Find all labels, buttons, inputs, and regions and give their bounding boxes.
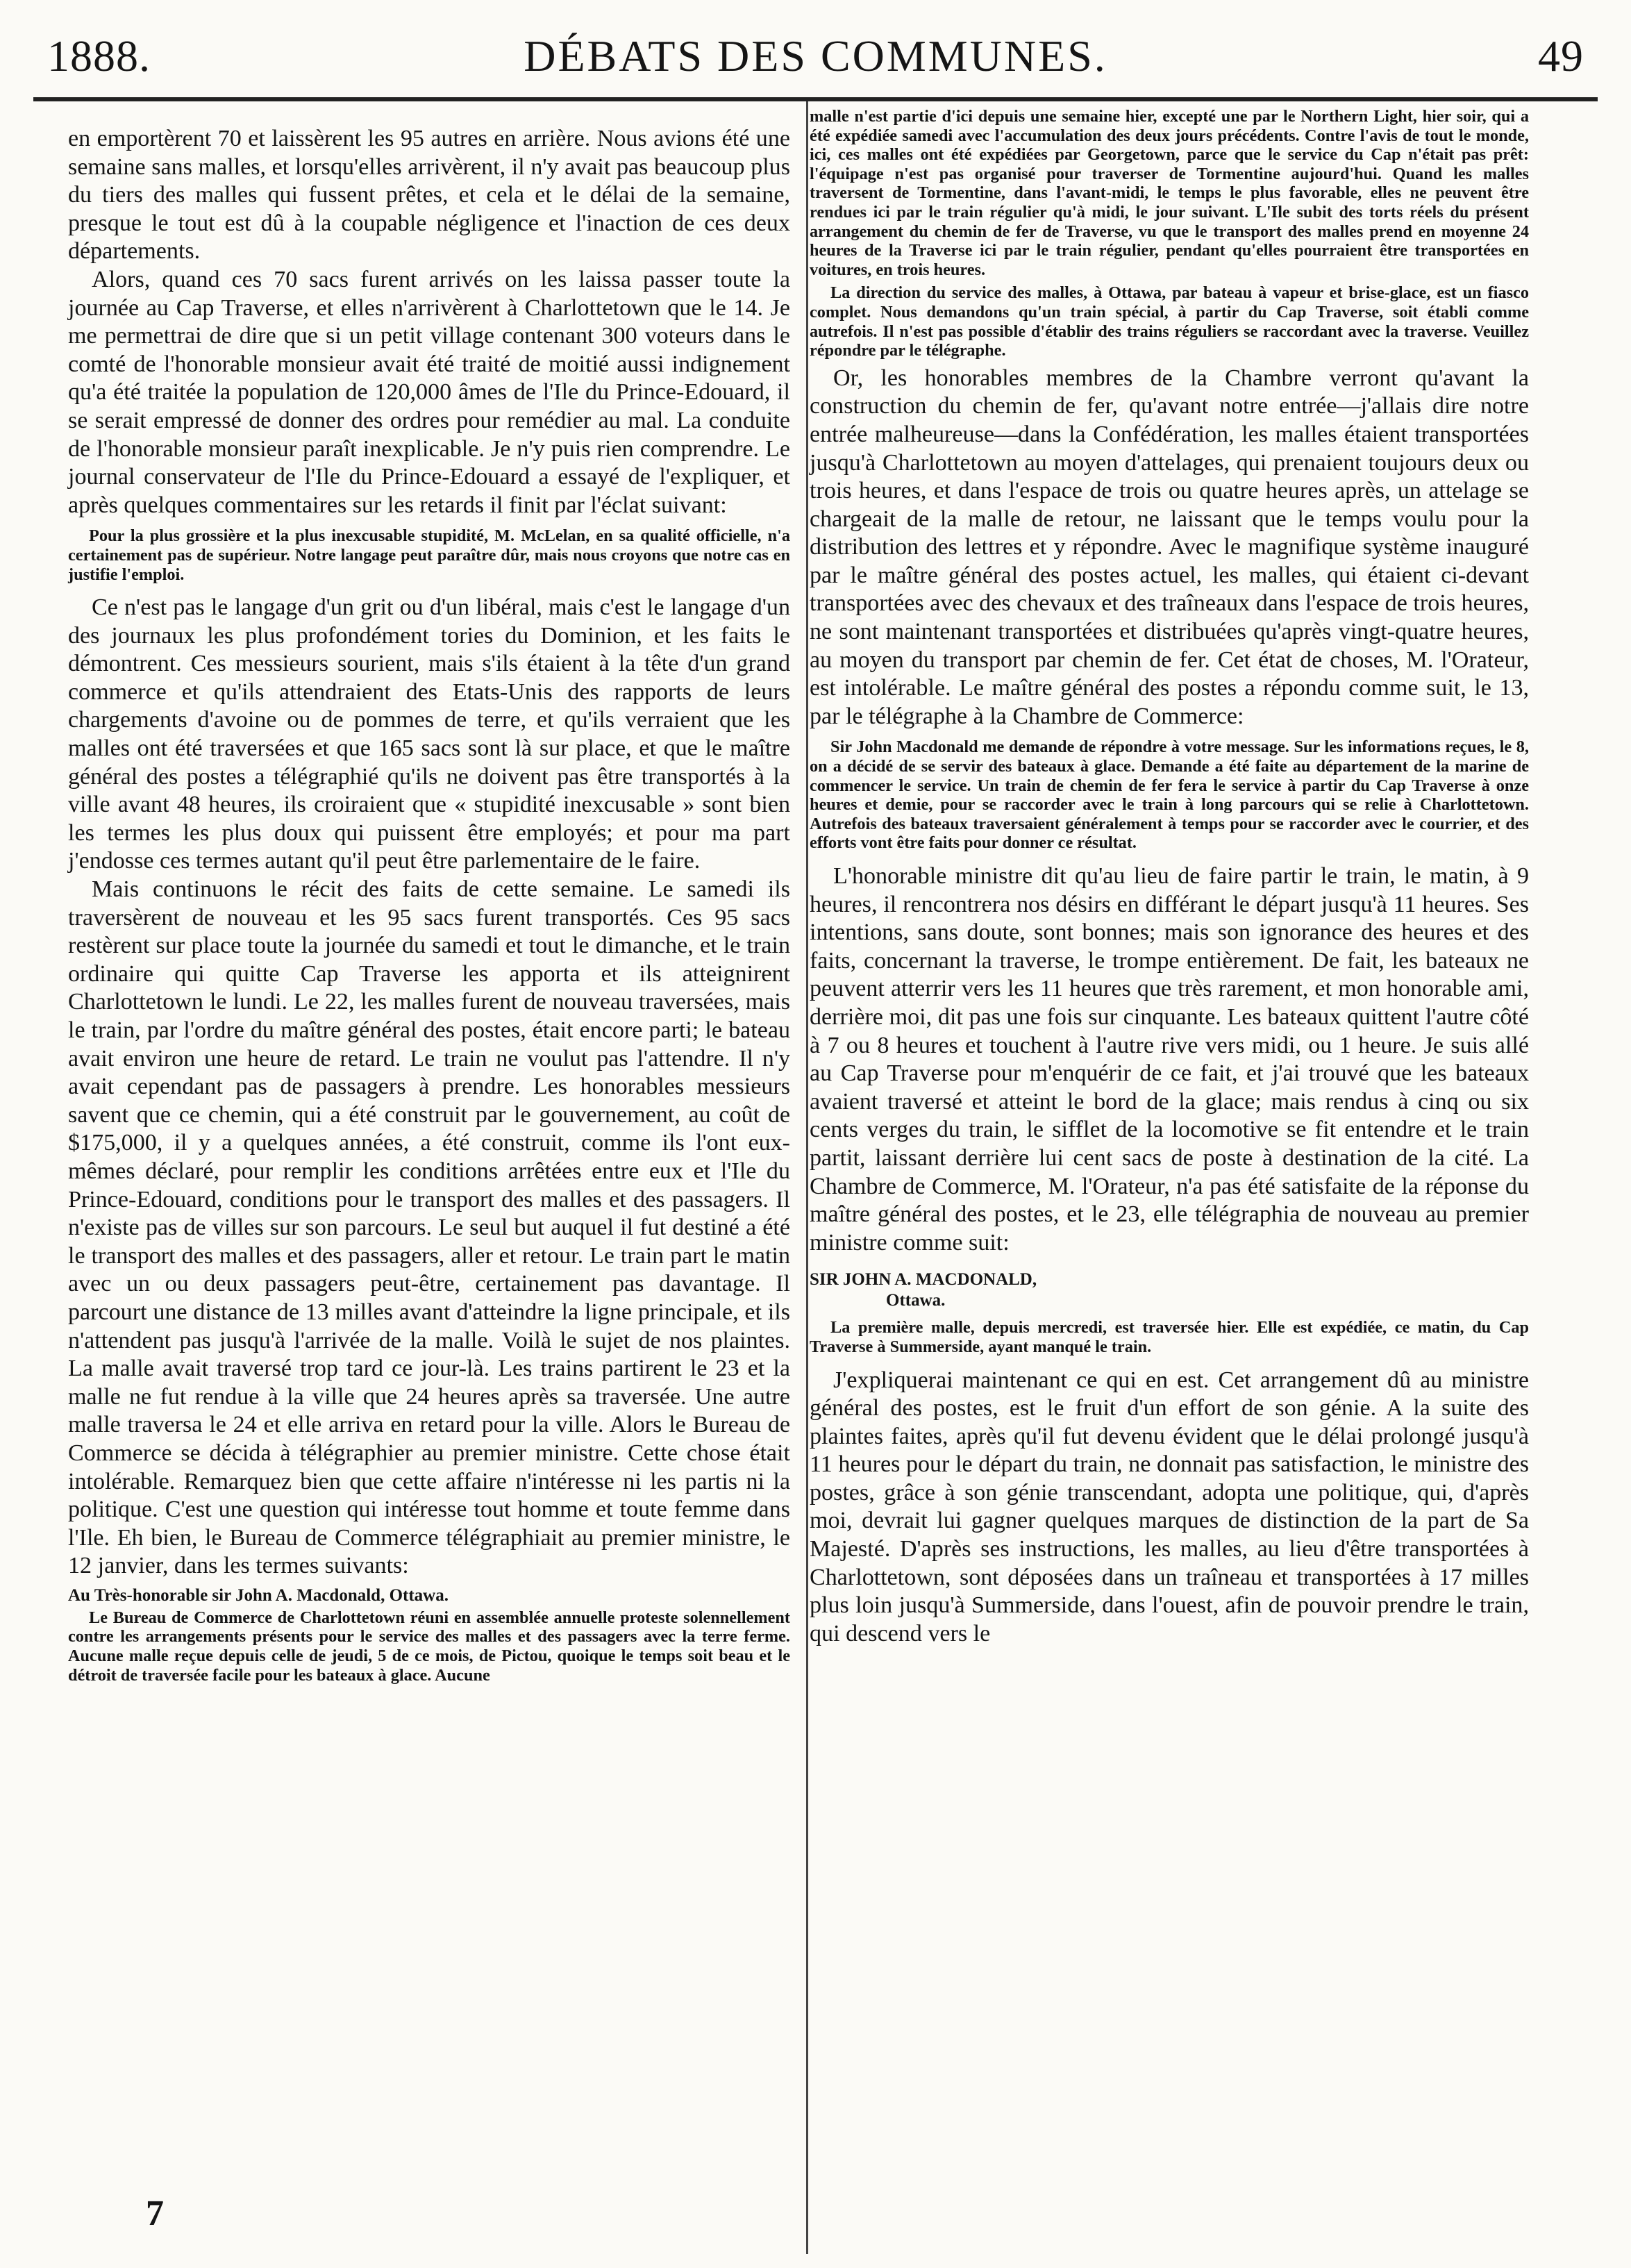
telegram-address — [810, 1269, 1529, 1311]
quotation: malle n'est partie d'ici depuis une semaine hier, excepté une par le Northern Light, hier soir, qui a été expédiée samedi avec l'accumulation des deux jours précédents. Contre l'avis de tout le monde, ici, ces malles ont été expédiées par Georgetown, parce que le service du Cap n'était pas prêt: l'équipage n'est pas organisé pour traverser de Tormentine aujourd'hui. Quand les malles traversent de Tormentine, dans l'avant-midi, le temps le plus favorable, elles ne peuvent être rendues ici par le train régulier qu'à midi, le jour suivant. L'Ile subit des torts réels du présent arrangement du chemin de fer de Traverse, vu que le transport des malles prend en moyenne 24 heures de la Traverse ici par le train régulier, pendant qu'elles pourraient être transportées en voitures, en trois heures. — [810, 107, 1529, 279]
paragraph: en emportèrent 70 et laissèrent les 95 autres en arrière. Nous avions été une semaine sans malles, et lorsqu'elles arrivèrent, il n'y avait pas beaucoup plus du tiers des malles qui fussent prêtes, et cela et le délai de la semaine, presque le tout est dû à la coupable négligence et l'inaction de ces deux départements. — [68, 126, 790, 265]
signature-mark: 7 — [146, 2194, 164, 2233]
quotation: Le Bureau de Commerce de Charlottetown réuni en assemblée annuelle proteste solennellement contre les arrangements présents pour le service des malles et des passagers avec la terre ferme. Aucune malle reçue depuis celle de jeudi, 5 de ce mois, de Pictou, quoique le temps soit beau et le détroit de traversée facile pour les bateaux à glace. Aucune — [68, 1608, 790, 1685]
header-year: 1888. — [47, 31, 151, 81]
paragraph: Ce n'est pas le langage d'un grit ou d'un libéral, mais c'est le langage d'un des journaux les plus profondément tories du Dominion, et les faits le démontrent. Ces messieurs sourient, mais s'ils étaient à la tête d'un grand commerce et qu'ils attendraient des Etats-Unis des rapports de leurs chargements d'avoine ou de pommes de terre, et qu'ils verraient que les malles ont été traversées et que 165 sacs sont là sur place, et que le maître général des postes a télégraphié qu'ils ne doivent pas être transportés à la ville avant 48 heures, ils croiraient que « stupidité inexcusable » sont bien les termes les plus doux qui puissent être employés; et pour ma part j'endosse ces termes autant qu'il peut être parlementaire de le faire. — [68, 594, 790, 874]
header-title: DÉBATS DES COMMUNES. — [524, 31, 1107, 81]
page-header — [47, 31, 1584, 90]
left-column — [68, 125, 790, 1689]
paragraph: Alors, quand ces 70 sacs furent arrivés on les laissa passer toute la journée au Cap Traverse, et elles n'arrivèrent à Charlottetown que le 14. Je me permettrai de dire que si un petit village contenant 300 voteurs dans le comté de l'honorable monsieur avait été traité de moitié aussi indignement qu'a été traitée la population de 120,000 âmes de l'Ile du Prince-Edouard, il se serait empressé de donner des ordres pour remédier au mal. La conduite de l'honorable monsieur paraît inexplicable. Je n'y puis rien comprendre. Le journal conservateur de l'Ile du Prince-Edouard a essayé de l'expliquer, et après quelques commentaires sur les retards il finit par l'éclat suivant: — [68, 266, 790, 518]
quotation: Sir John Macdonald me demande de répondre à votre message. Sur les informations reçues, le 8, on a décidé de se servir des bateaux à glace. Demande a été faite au département de la marine de commencer le service. Un train de chemin de fer fera le service à partir du Cap Traverse à onze heures et demie, pour se raccorder avec le train à long parcours qui se relie à Charlottetown. Autrefois des bateaux traversaient généralement à temps pour se raccorder avec le courrier, et des efforts vont être faits pour donner ce résultat. — [810, 737, 1529, 853]
paragraph: L'honorable ministre dit qu'au lieu de faire partir le train, le matin, à 9 heures, il rencontrera nos désirs en différant le départ jusqu'à 11 heures. Ses intentions, sans doute, sont bonnes; mais son ignorance des heures et des faits, concernant la traverse, le trompe entièrement. De fait, les bateaux ne peuvent atterrir vers les 11 heures que très rarement, et mon honorable ami, derrière moi, dit pas une fois sur cinquante. Les bateaux quittent l'autre côté à 7 ou 8 heures et touchent à l'autre rive vers midi, ou 1 heure. Je suis allé au Cap Traverse pour m'enquérir de ce fait, et j'ai trouvé que les bateaux avaient traversé et atteint le bord de la glace; mais rendus à cinq ou six cents verges du train, le sifflet de la locomotive se fit entendre et le train partit, laissant derrière lui cent sacs de poste à destination de la cité. La Chambre de Commerce, M. l'Orateur, n'a pas été satisfaite de la réponse du maître général des postes, et le 23, elle télégraphia de nouveau au premier ministre comme suit: — [810, 863, 1529, 1256]
paragraph: J'expliquerai maintenant ce qui en est. Cet arrangement dû au ministre général des postes, est le fruit d'un effort de son génie. A la suite des plaintes faites, après qu'il fut devenu évident que le délai prolongé jusqu'à 11 heures pour le départ du train, ne donnait pas satisfaction, le ministre des postes, grâce à son génie transcendant, adopta une politique, qui, d'après moi, devrait lui gagner quelques marques de distinction de la part de Sa Majesté. D'après ses instructions, les malles, au lieu d'être transportées à Charlottetown, sont déposées dans un traîneau et transportées à 17 milles plus loin jusqu'à Summerside, dans l'ouest, afin de pouvoir prendre le train, qui descend vers le — [810, 1367, 1529, 1646]
header-page-number: 49 — [1538, 31, 1584, 81]
telegram-address: Au Très-honorable sir John A. Macdonald, Ottawa. — [68, 1585, 449, 1605]
paragraph: Or, les honorables membres de la Chambre verront qu'avant la construction du chemin de fer, qu'avant notre entrée—j'allais dire notre entrée malheureuse—dans la Confédération, les malles étaient transportées jusqu'à Charlottetown au moyen d'attelages, qui prenaient toujours deux ou trois heures, et dans l'espace de trois ou quatre heures après, un attelage se chargeait de la malle de retour, ne laissant que le temps voulu pour la distribution des lettres et y répondre. Avec le magnifique système inauguré par le maître général des postes actuel, les malles, qui étaient ci-devant transportées avec des chevaux et des traîneaux dans l'espace de trois heures, ne sont maintenant transportées et distribuées qu'après vingt-quatre heures, au moyen du transport par chemin de fer. Cet état de choses, M. l'Orateur, est intolérable. Le maître général des postes a répondu comme suit, le 13, par le télégraphe à la Chambre de Commerce: — [810, 365, 1529, 729]
quotation: La direction du service des malles, à Ottawa, par bateau à vapeur et brise-glace, est un fiasco complet. Nous demandons qu'un train spécial, à partir du Cap Traverse, soit établi comme autrefois. Il n'est pas possible d'établir des trains réguliers se raccordant avec la traverse. Veuillez répondre par le télégraphe. — [810, 283, 1529, 360]
quotation: Pour la plus grossière et la plus inexcusable stupidité, M. McLelan, en sa qualité officielle, n'a certainement pas de supérieur. Notre langage peut paraître dûr, mais nous croyons que notre cas en justifie l'emploi. — [68, 526, 790, 584]
address-name: SIR JOHN A. MACDONALD, — [810, 1270, 1037, 1290]
address-city: Ottawa. — [886, 1291, 946, 1310]
header-rule — [33, 97, 1598, 101]
right-column — [810, 107, 1529, 1648]
paragraph: Mais continuons le récit des faits de cette semaine. Le samedi ils traversèrent de nouveau et les 95 sacs furent transportés. Ces 95 sacs restèrent sur place toute la journée du samedi et tout le dimanche, et le train ordinaire qui quitte Cap Traverse les apporta et ils atteignirent Charlottetown le lundi. Le 22, les malles furent de nouveau traversées, mais le train, par l'ordre du maître général des postes, était encore parti; le bateau avait environ une heure de retard. Le train ne voulut pas l'attendre. Il n'y avait cependant pas de passagers à prendre. Les honorables messieurs savent que ce chemin, qui a été construit par le gouvernement, au coût de $175,000, il y a quelques années, a été construit, comme ils l'ont eux-mêmes déclaré, pour remplir les conditions arrêtées entre eux et l'Ile du Prince-Edouard, conditions pour le transport des malles et des passagers. Il n'existe pas de villes sur son parcours. Le seul but auquel il fut destiné a été le transport des malles et des passagers, aller et retour. Le train part le matin avec un ou deux passagers peut-être, certainement pas davantage. Il parcourt une distance de 13 milles avant d'atteindre la ligne principale, et ils n'attendent pas jusqu'à l'arrivée de la malle. Voilà le sujet de nos plaintes. La malle avait traversé trop tard ce jour-là. Les trains partirent le 23 et la malle ne fut rendue à la ville que 24 heures après sa traversée. Une autre malle traversa le 24 et elle arriva en retard pour la ville. Alors le Bureau de Commerce se décida à télégraphier au premier ministre. Cette chose était intolérable. Remarquez bien que cette affaire n'intéresse ni les partis ni la politique. C'est une question qui intéresse tout homme et toute femme dans l'Ile. Eh bien, le Bureau de Commerce télégraphiait au premier ministre, le 12 janvier, dans les termes suivants: — [68, 876, 790, 1579]
quotation: La première malle, depuis mercredi, est traversée hier. Elle est expédiée, ce matin, du Cap Traverse à Summerside, ayant manqué le train. — [810, 1318, 1529, 1356]
column-divider — [806, 101, 808, 2254]
